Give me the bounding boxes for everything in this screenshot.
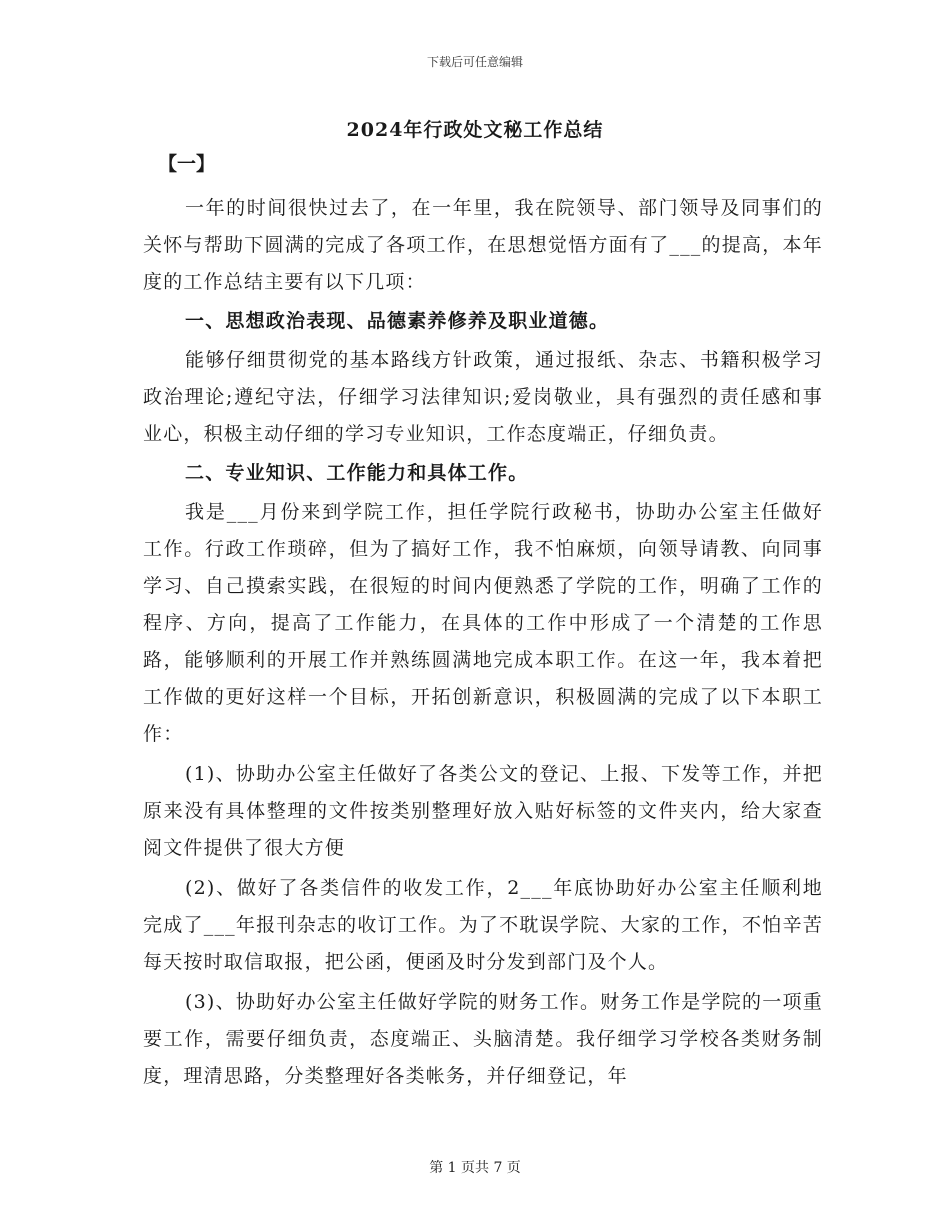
section-heading-1: 一、思想政治表现、品德素养修养及职业道德。 — [185, 310, 610, 332]
paragraph-work: 我是___月份来到学院工作，担任学院行政秘书，协助办公室主任做好工作。行政工作琐碎，但为了搞好工作，我不怕麻烦，向领导请教、向同事学习、自己摸索实践，在很短的时间内便熟悉了学院的工作，明确了工作的程序、方向，提高了工作能力，在具体的工作中形成了一个清楚的工作思路，能够顺利的开展工作并熟练圆满地完成本职工作。在这一年，我本着把工作做的更好这样一个目标，开拓创新意识，积极圆满的完成了以下本职工作： — [143, 501, 823, 745]
intro-paragraph: 一年的时间很快过去了，在一年里，我在院领导、部门领导及同事们的关怀与帮助下圆满的完成了各项工作，在思想觉悟方面有了___的提高，本年度的工作总结主要有以下几项： — [143, 197, 823, 293]
section-heading-2: 二、专业知识、工作能力和具体工作。 — [185, 462, 529, 484]
document-body — [143, 150, 823, 1097]
paragraph-political: 能够仔细贯彻党的基本路线方针政策，通过报纸、杂志、书籍积极学习政治理论;遵纪守法，仔细学习法律知识;爱岗敬业，具有强烈的责任感和事业心，积极主动仔细的学习专业知识，工作态度端正，仔细负责。 — [143, 349, 823, 445]
work-item-1: (1)、协助办公室主任做好了各类公文的登记、上报、下发等工作，并把原来没有具体整理的文件按类别整理好放入贴好标签的文件夹内，给大家查阅文件提供了很大方便 — [143, 763, 823, 859]
work-item-2: (2)、做好了各类信件的收发工作，2___年底协助好办公室主任顺利地完成了___年报刊杂志的收订工作。为了不耽误学院、大家的工作，不怕辛苦每天按时取信取报，把公函，便函及时分发到部门及个人。 — [143, 877, 823, 973]
document-title: 2024年行政处文秘工作总结 — [346, 119, 604, 141]
section-marker: 【一】 — [158, 153, 216, 175]
work-item-3: (3)、协助好办公室主任做好学院的财务工作。财务工作是学院的一项重要工作，需要仔细负责，态度端正、头脑清楚。我仔细学习学校各类财务制度，理清思路，分类整理好各类帐务，并仔细登记，年 — [143, 991, 823, 1087]
page-header-note: 下载后可任意编辑 — [426, 55, 523, 69]
page-number-footer: 第 1 页共 7 页 — [429, 1160, 521, 1176]
